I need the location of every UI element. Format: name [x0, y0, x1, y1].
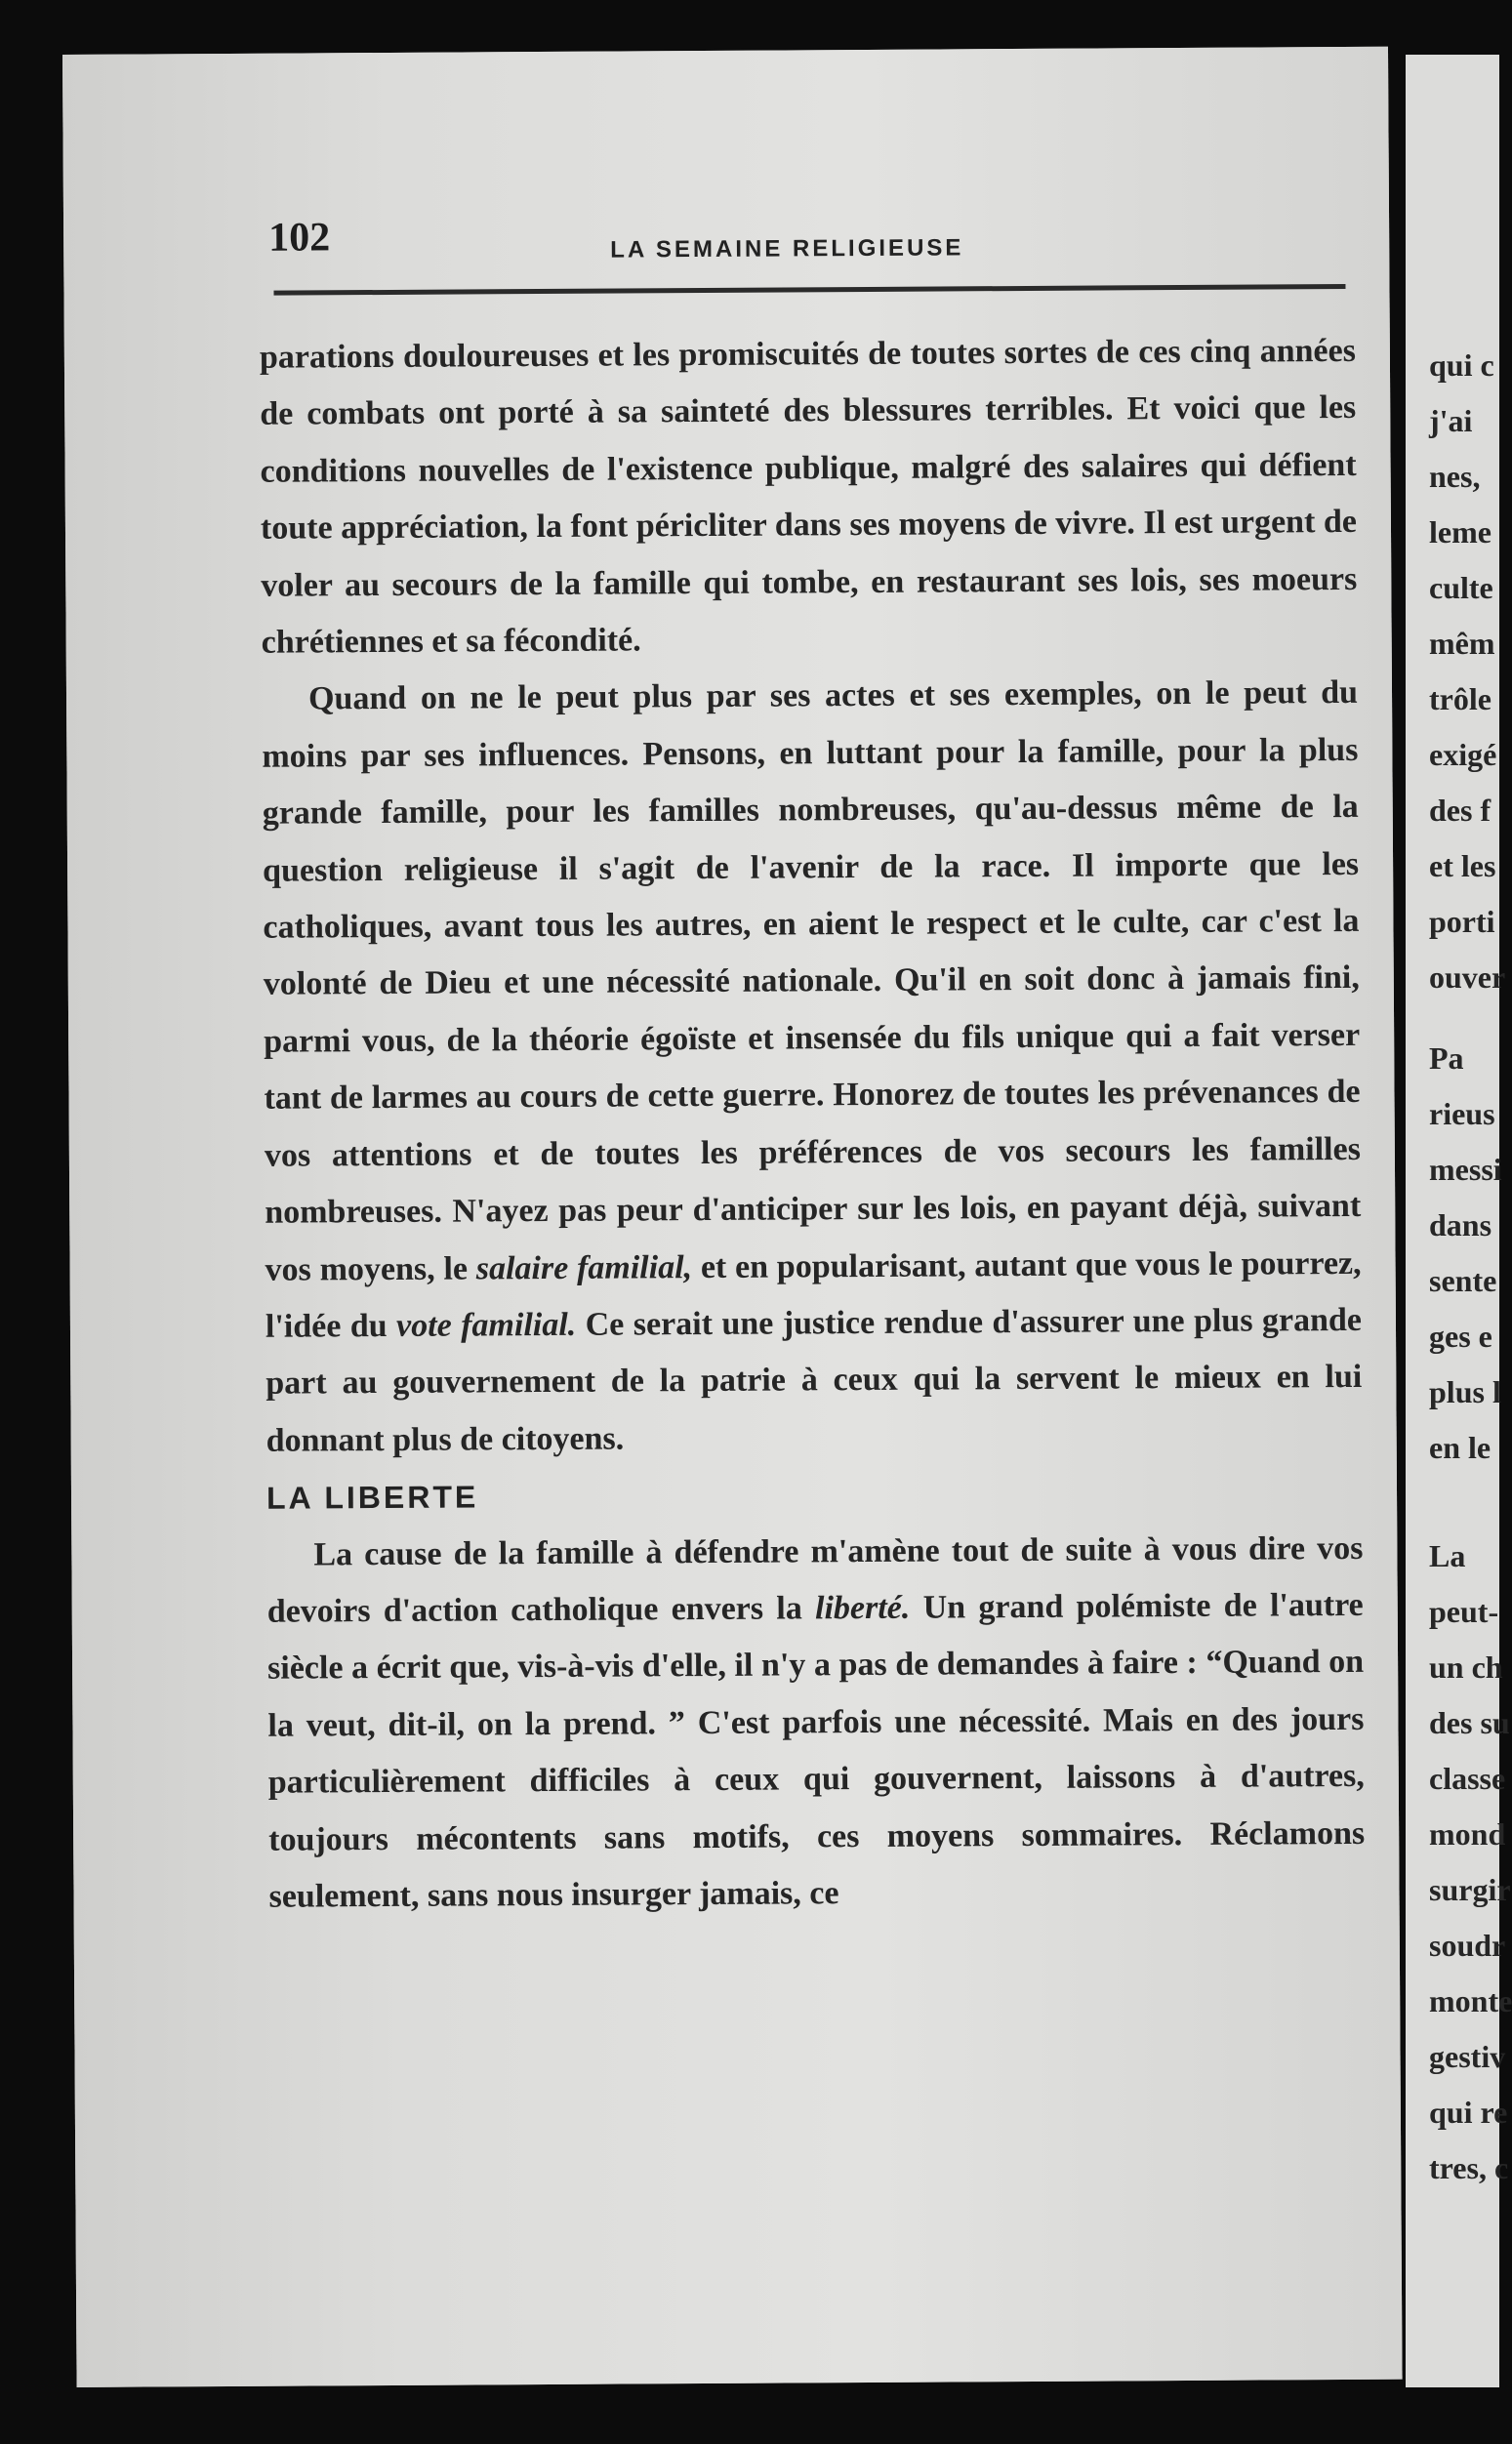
next-page-fragment: rieus [1429, 1096, 1495, 1131]
next-page-fragment: Pa [1429, 1040, 1464, 1076]
next-page-fragment: ouver [1429, 959, 1506, 995]
next-page-fragment: trôle [1429, 681, 1492, 716]
next-page-fragment: ges e [1429, 1319, 1492, 1354]
next-page-fragment: messi [1429, 1152, 1502, 1187]
next-page-fragment: exigé [1429, 737, 1497, 772]
page-number: 102 [268, 215, 331, 261]
next-page-fragment: dans [1429, 1207, 1492, 1242]
next-page-fragment: surgir [1429, 1872, 1511, 1907]
next-page-fragment: tres, c [1429, 2150, 1509, 2185]
body-text [260, 323, 1366, 1926]
next-page-fragment: un ch [1429, 1650, 1503, 1685]
italic-liberte: liberté. [814, 1589, 911, 1627]
paragraph-liberte: La cause de la famille à défendre m'amène tout de suite à vous dire vos devoirs d'action catholique envers la liberté. Un grand polémiste de l'autre siècle a écrit que, vis-à-vis d'elle, il n'y a pas de demandes à faire : “Quand on la veut, dit-il, on la prend. ” C'est parfois une nécessité. Mais en des jours particulièrement difficiles à ceux qui gouvernent, laissons à d'autres, toujours mécontents sans motifs, ces moyens sommaires. Réclamons seulement, sans nous insurger jamais, ce [266, 1529, 1366, 1915]
paragraph-continued: parations douloureuses et les promiscuités de toutes sortes de ces cinq années de combats ont porté à sa sainteté des blessures terribles. Et voici que les conditions nouvelles de l'existence publique, malgré des salaires qui défient toute appréciation, la font péricliter dans ses moyens de vivre. Il est urgent de voler au secours de la famille qui tombe, en restaurant ses lois, ses moeurs chrétiennes et sa fécondité. [259, 332, 1358, 661]
next-page-fragment: qui c [1429, 347, 1494, 383]
next-page-fragment: qui re [1429, 2095, 1508, 2130]
next-page-fragment: des su [1429, 1705, 1510, 1740]
header-rule [273, 284, 1345, 296]
next-page-fragment: des f [1429, 793, 1492, 828]
next-page-fragment: classe [1429, 1761, 1506, 1796]
next-page-fragment: soudr [1429, 1928, 1506, 1963]
paragraph-famille: Quand on ne le peut plus par ses actes et ses exemples, on le peut du moins par ses influences. Pensons, en luttant pour la famille, pour la plus grande famille, pour les familles nombreuses, qu'au-dessus même de la question religieuse il s'agit de l'avenir de la race. Il importe que les catholiques, avant tous les autres, en aient le respect et le culte, car c'est la volonté de Dieu et une nécessité nationale. Qu'il en soit donc à jamais fini, parmi vous, de la théorie égoïste et insensée du fils unique qui a fait verser tant de larmes au cours de cette guerre. Honorez de toutes les prévenances de vos attentions et de toutes les préférences de vos secours les familles nombreuses. N'ayez pas peur d'anticiper sur les lois, en payant déjà, suivant vos moyens, le salaire familial, et en popularisant, autant que vous le pourrez, l'idée du vote familial. Ce serait une justice rendue d'assurer une plus grande part au gouvernement de la patrie à ceux qui la servent le mieux en lui donnant plus de citoyens. [262, 674, 1363, 1459]
next-page-fragment: sente [1429, 1263, 1497, 1298]
next-page-fragment: leme [1429, 514, 1492, 550]
italic-vote-familial: vote familial. [395, 1306, 577, 1344]
next-page-fragment: peut- [1429, 1594, 1499, 1629]
next-page-fragment: mêm [1429, 626, 1495, 661]
book-page [62, 47, 1403, 2387]
next-page-fragment: j'ai [1429, 403, 1473, 438]
next-page-fragment: en le [1429, 1430, 1492, 1465]
next-page-fragment: mond [1429, 1816, 1506, 1852]
next-page-fragment: gestiv [1429, 2039, 1506, 2074]
italic-salaire-familial: salaire familial, [475, 1248, 693, 1286]
next-page-fragment: plus l [1429, 1374, 1501, 1409]
adjacent-page-edge [1406, 55, 1512, 2387]
next-page-fragment: La [1429, 1538, 1466, 1573]
next-page-fragment: culte [1429, 570, 1493, 605]
next-page-fragment: monte [1429, 1983, 1512, 2018]
section-heading: LA LIBERTE [266, 1479, 479, 1516]
next-page-fragment: et les [1429, 848, 1496, 883]
next-page-fragment: nes, [1429, 459, 1481, 494]
next-page-fragment: porti [1429, 904, 1495, 939]
running-head: LA SEMAINE RELIGIEUSE [610, 234, 964, 264]
